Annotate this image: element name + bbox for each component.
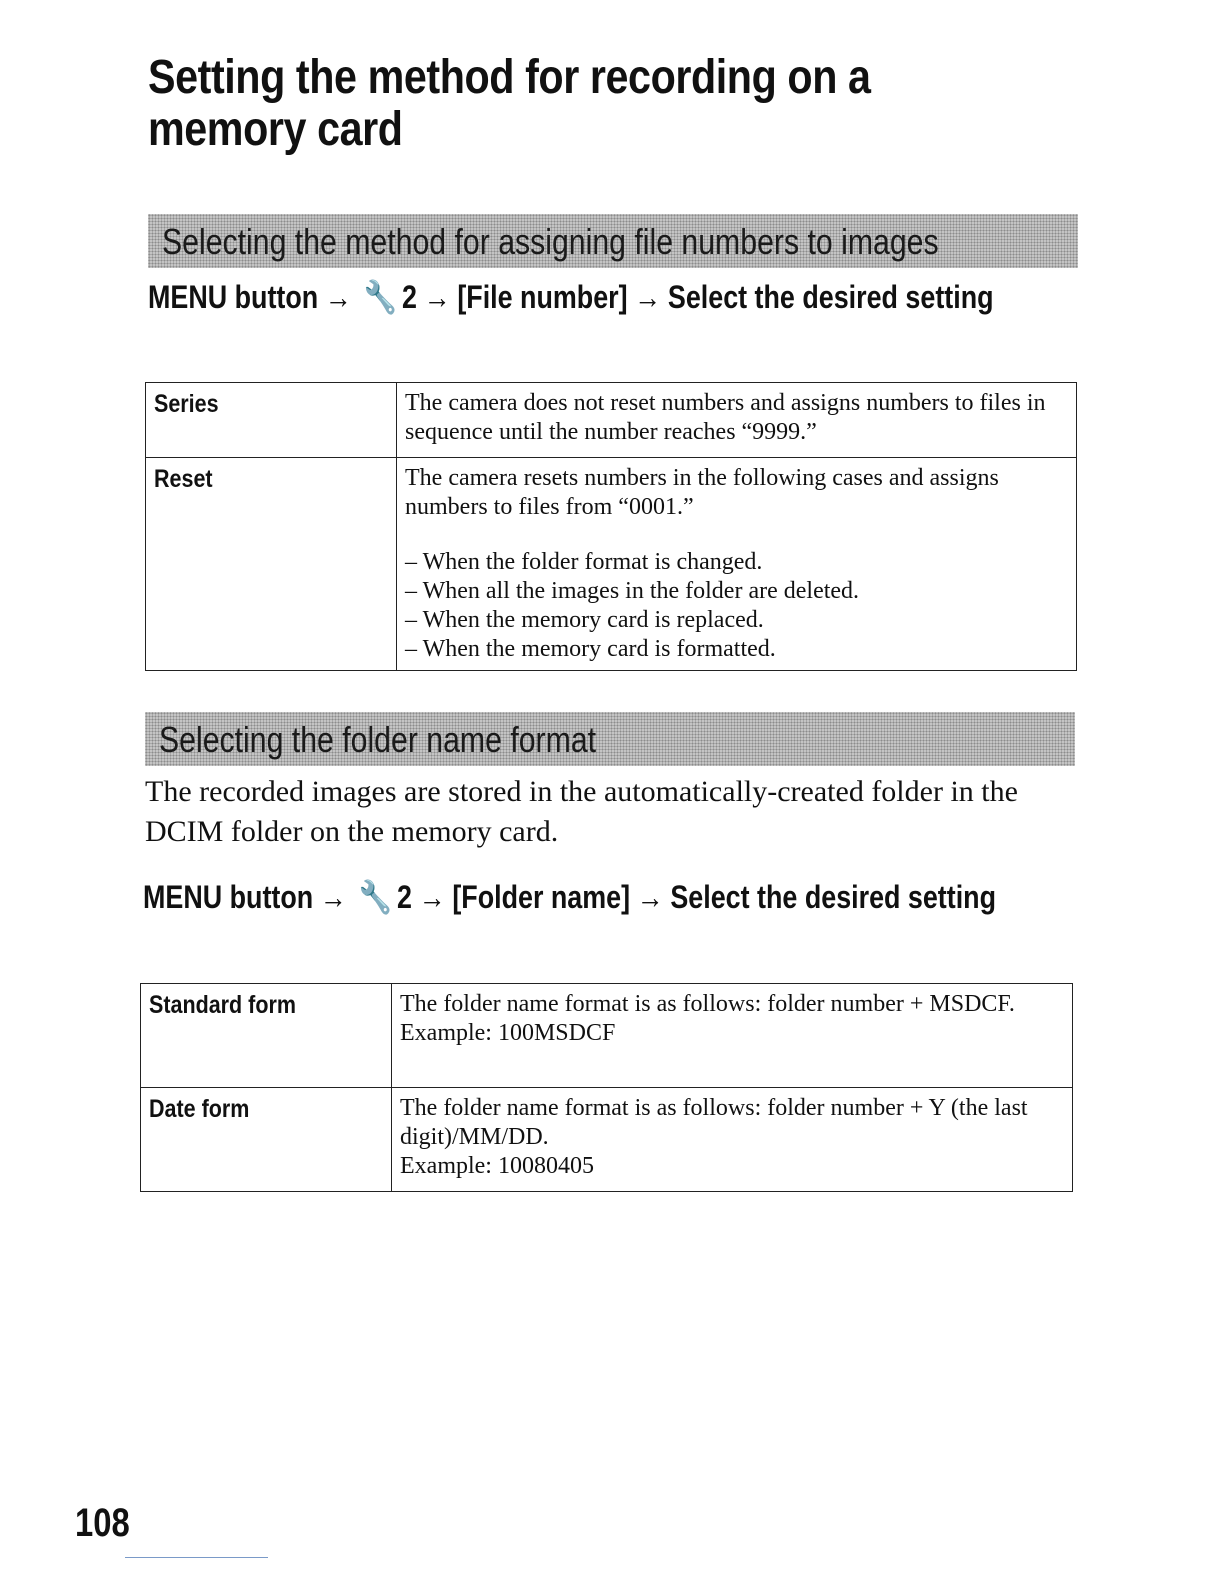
table-row [146, 383, 1077, 458]
page-title: Setting the method for recording on a memory card [148, 51, 871, 156]
list-item: – When the memory card is formatted. [405, 636, 776, 662]
arrow-right-icon: → [636, 879, 664, 915]
menu-path-tab: 2 [397, 879, 413, 915]
menu-path-end: Select the desired setting [670, 879, 997, 915]
option-description-text: The folder name format is as follows: folder number + Y (the last digit)/MM/DD. [400, 1095, 1028, 1150]
arrow-right-icon: → [418, 879, 446, 915]
menu-path-tab: 2 [402, 279, 418, 315]
option-name [141, 984, 392, 1088]
section-heading-file-number [148, 214, 1078, 268]
section-heading-text: Selecting the folder name format [159, 719, 597, 760]
section-heading-text: Selecting the method for assigning file numbers to images [162, 221, 939, 262]
option-description-text: The folder name format is as follows: folder number + MSDCF. [400, 991, 1015, 1017]
option-name-text: Date form [149, 1095, 250, 1123]
footer-divider [125, 1557, 268, 1558]
option-name [146, 458, 397, 671]
option-name-text: Standard form [149, 991, 296, 1019]
option-name-text: Reset [154, 465, 213, 493]
menu-path-folder-name [143, 878, 1017, 916]
wrench-icon: 🔧 [363, 279, 398, 315]
table-row [146, 458, 1077, 671]
arrow-right-icon: → [634, 279, 662, 315]
option-description [392, 1088, 1073, 1192]
arrow-right-icon: → [423, 279, 451, 315]
menu-path-item: [File number] [457, 279, 628, 315]
option-description [397, 383, 1077, 458]
option-example: Example: 10080405 [400, 1153, 594, 1179]
list-item: – When all the images in the folder are deleted. [405, 578, 860, 604]
table-row [141, 1088, 1073, 1192]
menu-path-start: MENU button [143, 879, 314, 915]
folder-name-options-table [140, 983, 1073, 1192]
option-description-text: The camera does not reset numbers and assigns numbers to files in sequence until the number reaches “9999.” [405, 390, 1046, 445]
list-item: – When the memory card is replaced. [405, 607, 764, 633]
option-name [141, 1088, 392, 1192]
list-item: – When the folder format is changed. [405, 549, 763, 575]
section-heading-folder-name [145, 712, 1075, 766]
folder-intro-text: The recorded images are stored in the automatically-created folder in the DCIM folder on the memory card. [145, 775, 1018, 848]
option-description [392, 984, 1073, 1088]
menu-path-item: [Folder name] [452, 879, 631, 915]
file-number-options-table [145, 382, 1077, 671]
option-example: Example: 100MSDCF [400, 1020, 616, 1046]
arrow-right-icon: → [319, 879, 347, 915]
option-description-text: The camera resets numbers in the following cases and assigns numbers to files from “0001.” [405, 465, 999, 520]
option-name [146, 383, 397, 458]
page-number: 108 [75, 1501, 130, 1545]
arrow-right-icon: → [324, 279, 352, 315]
menu-path-start: MENU button [148, 279, 319, 315]
menu-path-file-number [148, 278, 1022, 316]
wrench-icon: 🔧 [358, 879, 393, 915]
option-description [397, 458, 1077, 671]
reset-cases-list [405, 548, 1068, 664]
table-row [141, 984, 1073, 1088]
option-name-text: Series [154, 390, 219, 418]
menu-path-end: Select the desired setting [667, 279, 994, 315]
